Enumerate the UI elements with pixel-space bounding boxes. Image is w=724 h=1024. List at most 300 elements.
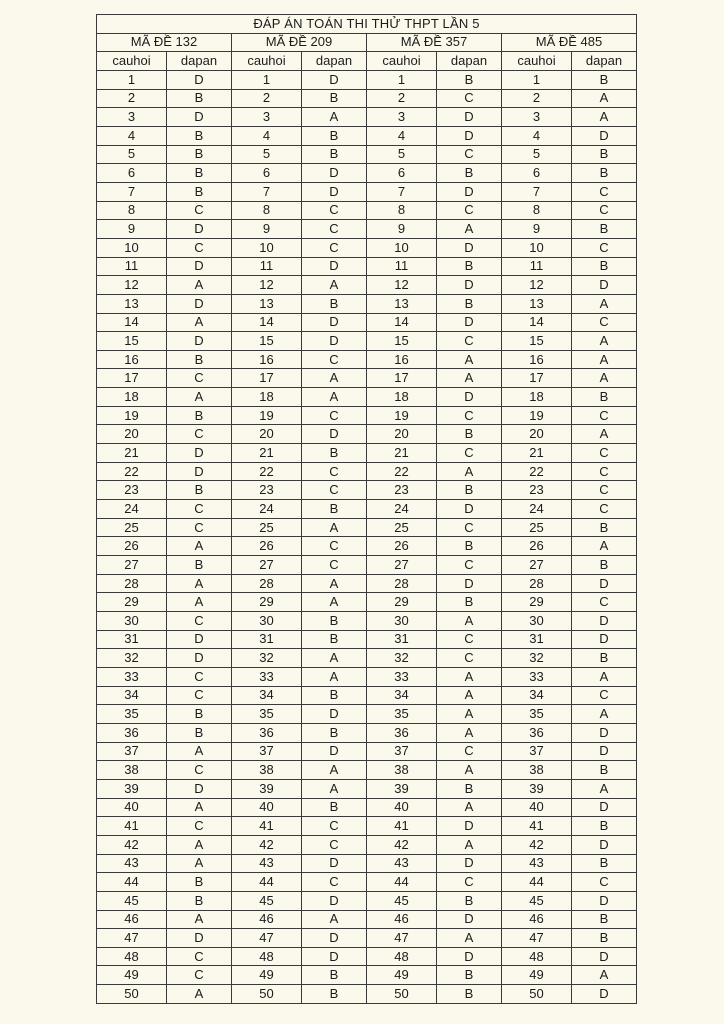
- answer-column-header: dapan: [167, 52, 232, 71]
- answer-cell: C: [437, 332, 502, 351]
- answer-cell: B: [302, 294, 367, 313]
- answer-cell: A: [302, 518, 367, 537]
- answer-cell: A: [572, 369, 637, 388]
- answer-cell: D: [167, 220, 232, 239]
- answer-cell: B: [302, 612, 367, 631]
- answer-cell: D: [167, 257, 232, 276]
- question-number-cell: 9: [232, 220, 302, 239]
- question-number-cell: 49: [502, 966, 572, 985]
- question-number-cell: 47: [502, 929, 572, 948]
- question-number-cell: 24: [97, 500, 167, 519]
- answer-cell: C: [572, 500, 637, 519]
- question-number-cell: 24: [367, 500, 437, 519]
- answer-cell: C: [302, 817, 367, 836]
- answer-cell: D: [572, 126, 637, 145]
- table-row: [97, 761, 637, 780]
- question-number-cell: 26: [232, 537, 302, 556]
- answer-cell: D: [572, 947, 637, 966]
- table-row: [97, 686, 637, 705]
- table-row: [97, 164, 637, 183]
- question-number-cell: 37: [367, 742, 437, 761]
- answer-cell: D: [437, 276, 502, 295]
- question-number-cell: 11: [232, 257, 302, 276]
- question-number-cell: 36: [97, 723, 167, 742]
- answer-cell: A: [167, 276, 232, 295]
- answer-cell: D: [437, 947, 502, 966]
- question-number-cell: 33: [367, 667, 437, 686]
- question-number-cell: 11: [97, 257, 167, 276]
- question-number-cell: 6: [367, 164, 437, 183]
- question-number-cell: 34: [232, 686, 302, 705]
- answer-cell: B: [437, 70, 502, 89]
- answer-cell: D: [572, 798, 637, 817]
- question-number-cell: 17: [502, 369, 572, 388]
- table-row: [97, 462, 637, 481]
- question-number-cell: 21: [367, 444, 437, 463]
- question-number-cell: 7: [367, 182, 437, 201]
- answer-cell: A: [572, 425, 637, 444]
- question-number-cell: 16: [502, 350, 572, 369]
- question-number-cell: 44: [502, 873, 572, 892]
- answer-cell: C: [572, 686, 637, 705]
- answer-cell: C: [167, 612, 232, 631]
- answer-cell: B: [302, 723, 367, 742]
- title-row: [97, 15, 637, 34]
- answer-cell: D: [167, 70, 232, 89]
- question-number-cell: 14: [367, 313, 437, 332]
- question-number-cell: 19: [367, 406, 437, 425]
- answer-cell: B: [167, 556, 232, 575]
- answer-cell: B: [167, 406, 232, 425]
- table-title: ĐÁP ÁN TOÁN THI THỬ THPT LẦN 5: [97, 15, 637, 34]
- answer-cell: D: [572, 985, 637, 1004]
- answer-cell: D: [302, 742, 367, 761]
- question-number-cell: 6: [97, 164, 167, 183]
- table-row: [97, 518, 637, 537]
- answer-cell: D: [572, 835, 637, 854]
- answer-cell: B: [437, 164, 502, 183]
- question-number-cell: 18: [367, 388, 437, 407]
- answer-cell: B: [167, 182, 232, 201]
- column-header-row: [97, 52, 637, 71]
- answer-cell: D: [572, 723, 637, 742]
- exam-code-header: MÃ ĐỀ 357: [367, 33, 502, 52]
- answer-cell: C: [572, 182, 637, 201]
- question-number-cell: 9: [97, 220, 167, 239]
- exam-code-header: MÃ ĐỀ 209: [232, 33, 367, 52]
- answer-cell: C: [572, 313, 637, 332]
- answer-cell: A: [437, 612, 502, 631]
- answer-cell: C: [302, 462, 367, 481]
- question-number-cell: 22: [502, 462, 572, 481]
- answer-cell: A: [437, 705, 502, 724]
- table-row: [97, 257, 637, 276]
- answer-cell: A: [167, 313, 232, 332]
- answer-cell: C: [437, 89, 502, 108]
- answer-cell: D: [437, 126, 502, 145]
- question-number-cell: 5: [502, 145, 572, 164]
- answer-column-header: dapan: [572, 52, 637, 71]
- question-number-cell: 25: [97, 518, 167, 537]
- answer-cell: D: [302, 425, 367, 444]
- question-number-cell: 18: [502, 388, 572, 407]
- question-number-cell: 31: [502, 630, 572, 649]
- answer-cell: D: [167, 108, 232, 127]
- question-number-cell: 42: [367, 835, 437, 854]
- answer-cell: C: [572, 406, 637, 425]
- answer-cell: A: [572, 667, 637, 686]
- question-number-cell: 50: [97, 985, 167, 1004]
- question-number-cell: 7: [502, 182, 572, 201]
- answer-cell: C: [572, 201, 637, 220]
- table-row: [97, 556, 637, 575]
- question-number-cell: 30: [367, 612, 437, 631]
- question-number-cell: 7: [97, 182, 167, 201]
- exam-code-header: MÃ ĐỀ 485: [502, 33, 637, 52]
- question-number-cell: 30: [502, 612, 572, 631]
- question-number-cell: 17: [97, 369, 167, 388]
- answer-cell: C: [572, 462, 637, 481]
- answer-cell: A: [167, 854, 232, 873]
- question-number-cell: 22: [232, 462, 302, 481]
- answer-cell: B: [572, 910, 637, 929]
- table-row: [97, 350, 637, 369]
- answer-cell: D: [437, 182, 502, 201]
- question-number-cell: 44: [232, 873, 302, 892]
- question-number-cell: 19: [232, 406, 302, 425]
- question-number-cell: 30: [232, 612, 302, 631]
- question-number-cell: 3: [97, 108, 167, 127]
- table-row: [97, 145, 637, 164]
- question-number-cell: 35: [502, 705, 572, 724]
- question-number-cell: 48: [502, 947, 572, 966]
- question-number-cell: 20: [502, 425, 572, 444]
- question-number-cell: 33: [232, 667, 302, 686]
- answer-cell: A: [167, 985, 232, 1004]
- question-number-cell: 28: [97, 574, 167, 593]
- question-number-cell: 8: [367, 201, 437, 220]
- question-number-cell: 41: [502, 817, 572, 836]
- answer-cell: B: [167, 145, 232, 164]
- question-number-cell: 3: [502, 108, 572, 127]
- question-number-cell: 9: [502, 220, 572, 239]
- question-number-cell: 23: [232, 481, 302, 500]
- question-number-cell: 31: [367, 630, 437, 649]
- table-row: [97, 985, 637, 1004]
- table-row: [97, 425, 637, 444]
- answer-cell: B: [302, 89, 367, 108]
- question-number-cell: 37: [232, 742, 302, 761]
- answer-cell: D: [302, 929, 367, 948]
- answer-cell: C: [167, 817, 232, 836]
- question-column-header: cauhoi: [232, 52, 302, 71]
- answer-cell: A: [437, 686, 502, 705]
- question-number-cell: 37: [97, 742, 167, 761]
- answer-cell: B: [302, 126, 367, 145]
- answer-cell: C: [167, 947, 232, 966]
- answer-cell: B: [167, 350, 232, 369]
- question-number-cell: 23: [502, 481, 572, 500]
- question-number-cell: 2: [97, 89, 167, 108]
- answer-cell: C: [572, 238, 637, 257]
- question-number-cell: 16: [97, 350, 167, 369]
- table-row: [97, 481, 637, 500]
- answer-cell: D: [167, 294, 232, 313]
- exam-code-header: MÃ ĐỀ 132: [97, 33, 232, 52]
- answer-cell: D: [167, 462, 232, 481]
- table-row: [97, 593, 637, 612]
- question-number-cell: 16: [367, 350, 437, 369]
- question-number-cell: 46: [502, 910, 572, 929]
- table-row: [97, 108, 637, 127]
- answer-cell: D: [167, 444, 232, 463]
- answer-cell: A: [572, 779, 637, 798]
- question-number-cell: 45: [97, 891, 167, 910]
- answer-cell: A: [167, 537, 232, 556]
- answer-cell: B: [572, 817, 637, 836]
- answer-cell: D: [167, 630, 232, 649]
- answer-cell: C: [167, 201, 232, 220]
- answer-cell: B: [437, 481, 502, 500]
- answer-cell: A: [437, 835, 502, 854]
- question-number-cell: 5: [97, 145, 167, 164]
- answer-cell: D: [167, 332, 232, 351]
- answer-cell: A: [572, 537, 637, 556]
- answer-cell: B: [437, 966, 502, 985]
- answer-cell: A: [302, 910, 367, 929]
- answer-cell: B: [572, 164, 637, 183]
- question-number-cell: 32: [502, 649, 572, 668]
- answer-cell: D: [302, 182, 367, 201]
- table-row: [97, 70, 637, 89]
- answer-cell: A: [302, 574, 367, 593]
- question-number-cell: 39: [232, 779, 302, 798]
- answer-cell: D: [572, 276, 637, 295]
- question-number-cell: 2: [367, 89, 437, 108]
- answer-key-table: [96, 14, 637, 1004]
- question-number-cell: 4: [367, 126, 437, 145]
- question-number-cell: 29: [232, 593, 302, 612]
- question-number-cell: 45: [232, 891, 302, 910]
- question-number-cell: 14: [232, 313, 302, 332]
- question-number-cell: 13: [367, 294, 437, 313]
- answer-cell: C: [167, 369, 232, 388]
- question-number-cell: 8: [502, 201, 572, 220]
- question-number-cell: 22: [367, 462, 437, 481]
- question-number-cell: 49: [367, 966, 437, 985]
- table-row: [97, 220, 637, 239]
- answer-cell: C: [437, 201, 502, 220]
- answer-cell: C: [302, 350, 367, 369]
- question-number-cell: 10: [97, 238, 167, 257]
- question-number-cell: 22: [97, 462, 167, 481]
- table-row: [97, 500, 637, 519]
- answer-cell: D: [437, 817, 502, 836]
- answer-cell: B: [572, 220, 637, 239]
- answer-cell: A: [167, 742, 232, 761]
- table-row: [97, 854, 637, 873]
- question-number-cell: 12: [97, 276, 167, 295]
- question-number-cell: 40: [97, 798, 167, 817]
- answer-cell: B: [572, 145, 637, 164]
- answer-cell: A: [572, 108, 637, 127]
- question-number-cell: 49: [97, 966, 167, 985]
- question-number-cell: 1: [97, 70, 167, 89]
- question-number-cell: 9: [367, 220, 437, 239]
- table-row: [97, 649, 637, 668]
- answer-cell: B: [572, 556, 637, 575]
- question-number-cell: 1: [502, 70, 572, 89]
- question-number-cell: 44: [97, 873, 167, 892]
- question-number-cell: 38: [232, 761, 302, 780]
- table-row: [97, 313, 637, 332]
- question-number-cell: 14: [97, 313, 167, 332]
- answer-cell: A: [302, 761, 367, 780]
- answer-cell: B: [302, 145, 367, 164]
- question-number-cell: 20: [232, 425, 302, 444]
- answer-cell: B: [302, 686, 367, 705]
- question-number-cell: 15: [97, 332, 167, 351]
- question-number-cell: 30: [97, 612, 167, 631]
- question-number-cell: 34: [367, 686, 437, 705]
- answer-cell: C: [167, 425, 232, 444]
- question-number-cell: 37: [502, 742, 572, 761]
- answer-cell: B: [167, 164, 232, 183]
- table-row: [97, 798, 637, 817]
- answer-cell: D: [437, 500, 502, 519]
- answer-cell: D: [437, 854, 502, 873]
- answer-cell: C: [437, 518, 502, 537]
- answer-cell: A: [572, 332, 637, 351]
- table-row: [97, 630, 637, 649]
- table-row: [97, 294, 637, 313]
- question-number-cell: 18: [232, 388, 302, 407]
- answer-cell: D: [437, 910, 502, 929]
- question-number-cell: 1: [232, 70, 302, 89]
- question-number-cell: 25: [367, 518, 437, 537]
- table-row: [97, 966, 637, 985]
- question-number-cell: 1: [367, 70, 437, 89]
- question-number-cell: 42: [97, 835, 167, 854]
- answer-cell: A: [302, 369, 367, 388]
- answer-cell: D: [572, 630, 637, 649]
- answer-cell: C: [302, 537, 367, 556]
- question-number-cell: 35: [367, 705, 437, 724]
- answer-cell: A: [437, 929, 502, 948]
- answer-cell: C: [167, 966, 232, 985]
- question-number-cell: 4: [232, 126, 302, 145]
- question-number-cell: 28: [502, 574, 572, 593]
- table-row: [97, 723, 637, 742]
- table-row: [97, 89, 637, 108]
- question-number-cell: 3: [232, 108, 302, 127]
- question-number-cell: 6: [502, 164, 572, 183]
- question-number-cell: 6: [232, 164, 302, 183]
- answer-cell: A: [437, 462, 502, 481]
- question-number-cell: 38: [367, 761, 437, 780]
- table-row: [97, 332, 637, 351]
- question-number-cell: 26: [502, 537, 572, 556]
- table-row: [97, 126, 637, 145]
- answer-column-header: dapan: [302, 52, 367, 71]
- question-number-cell: 31: [97, 630, 167, 649]
- question-number-cell: 50: [502, 985, 572, 1004]
- table-row: [97, 891, 637, 910]
- answer-cell: C: [167, 667, 232, 686]
- question-number-cell: 29: [502, 593, 572, 612]
- question-number-cell: 48: [97, 947, 167, 966]
- answer-cell: D: [302, 705, 367, 724]
- question-number-cell: 4: [97, 126, 167, 145]
- table-row: [97, 388, 637, 407]
- question-number-cell: 42: [502, 835, 572, 854]
- answer-cell: B: [302, 500, 367, 519]
- table-row: [97, 574, 637, 593]
- answer-cell: D: [302, 313, 367, 332]
- answer-cell: D: [437, 238, 502, 257]
- question-number-cell: 27: [367, 556, 437, 575]
- answer-cell: C: [167, 238, 232, 257]
- question-number-cell: 24: [232, 500, 302, 519]
- answer-cell: B: [437, 537, 502, 556]
- question-number-cell: 2: [232, 89, 302, 108]
- question-number-cell: 43: [367, 854, 437, 873]
- answer-cell: A: [302, 276, 367, 295]
- question-number-cell: 21: [97, 444, 167, 463]
- answer-cell: A: [167, 798, 232, 817]
- answer-cell: C: [437, 145, 502, 164]
- question-number-cell: 17: [232, 369, 302, 388]
- answer-cell: A: [302, 667, 367, 686]
- table-row: [97, 929, 637, 948]
- answer-cell: B: [437, 425, 502, 444]
- question-number-cell: 18: [97, 388, 167, 407]
- question-number-cell: 4: [502, 126, 572, 145]
- question-number-cell: 2: [502, 89, 572, 108]
- answer-rows: [97, 70, 637, 1003]
- question-number-cell: 50: [367, 985, 437, 1004]
- answer-cell: C: [302, 220, 367, 239]
- table-row: [97, 369, 637, 388]
- answer-cell: A: [437, 369, 502, 388]
- question-number-cell: 46: [97, 910, 167, 929]
- answer-cell: C: [572, 873, 637, 892]
- answer-cell: C: [167, 686, 232, 705]
- answer-cell: C: [437, 406, 502, 425]
- answer-cell: C: [167, 761, 232, 780]
- question-number-cell: 14: [502, 313, 572, 332]
- answer-cell: B: [167, 705, 232, 724]
- answer-cell: C: [437, 630, 502, 649]
- question-number-cell: 41: [232, 817, 302, 836]
- answer-cell: B: [572, 518, 637, 537]
- answer-cell: D: [302, 332, 367, 351]
- answer-cell: D: [302, 854, 367, 873]
- question-number-cell: 32: [367, 649, 437, 668]
- answer-cell: C: [302, 238, 367, 257]
- answer-cell: A: [302, 779, 367, 798]
- question-number-cell: 12: [367, 276, 437, 295]
- question-number-cell: 33: [502, 667, 572, 686]
- question-number-cell: 8: [232, 201, 302, 220]
- answer-cell: D: [437, 313, 502, 332]
- question-number-cell: 40: [367, 798, 437, 817]
- answer-cell: C: [302, 406, 367, 425]
- answer-cell: D: [572, 612, 637, 631]
- question-number-cell: 29: [97, 593, 167, 612]
- answer-cell: A: [572, 294, 637, 313]
- question-number-cell: 10: [232, 238, 302, 257]
